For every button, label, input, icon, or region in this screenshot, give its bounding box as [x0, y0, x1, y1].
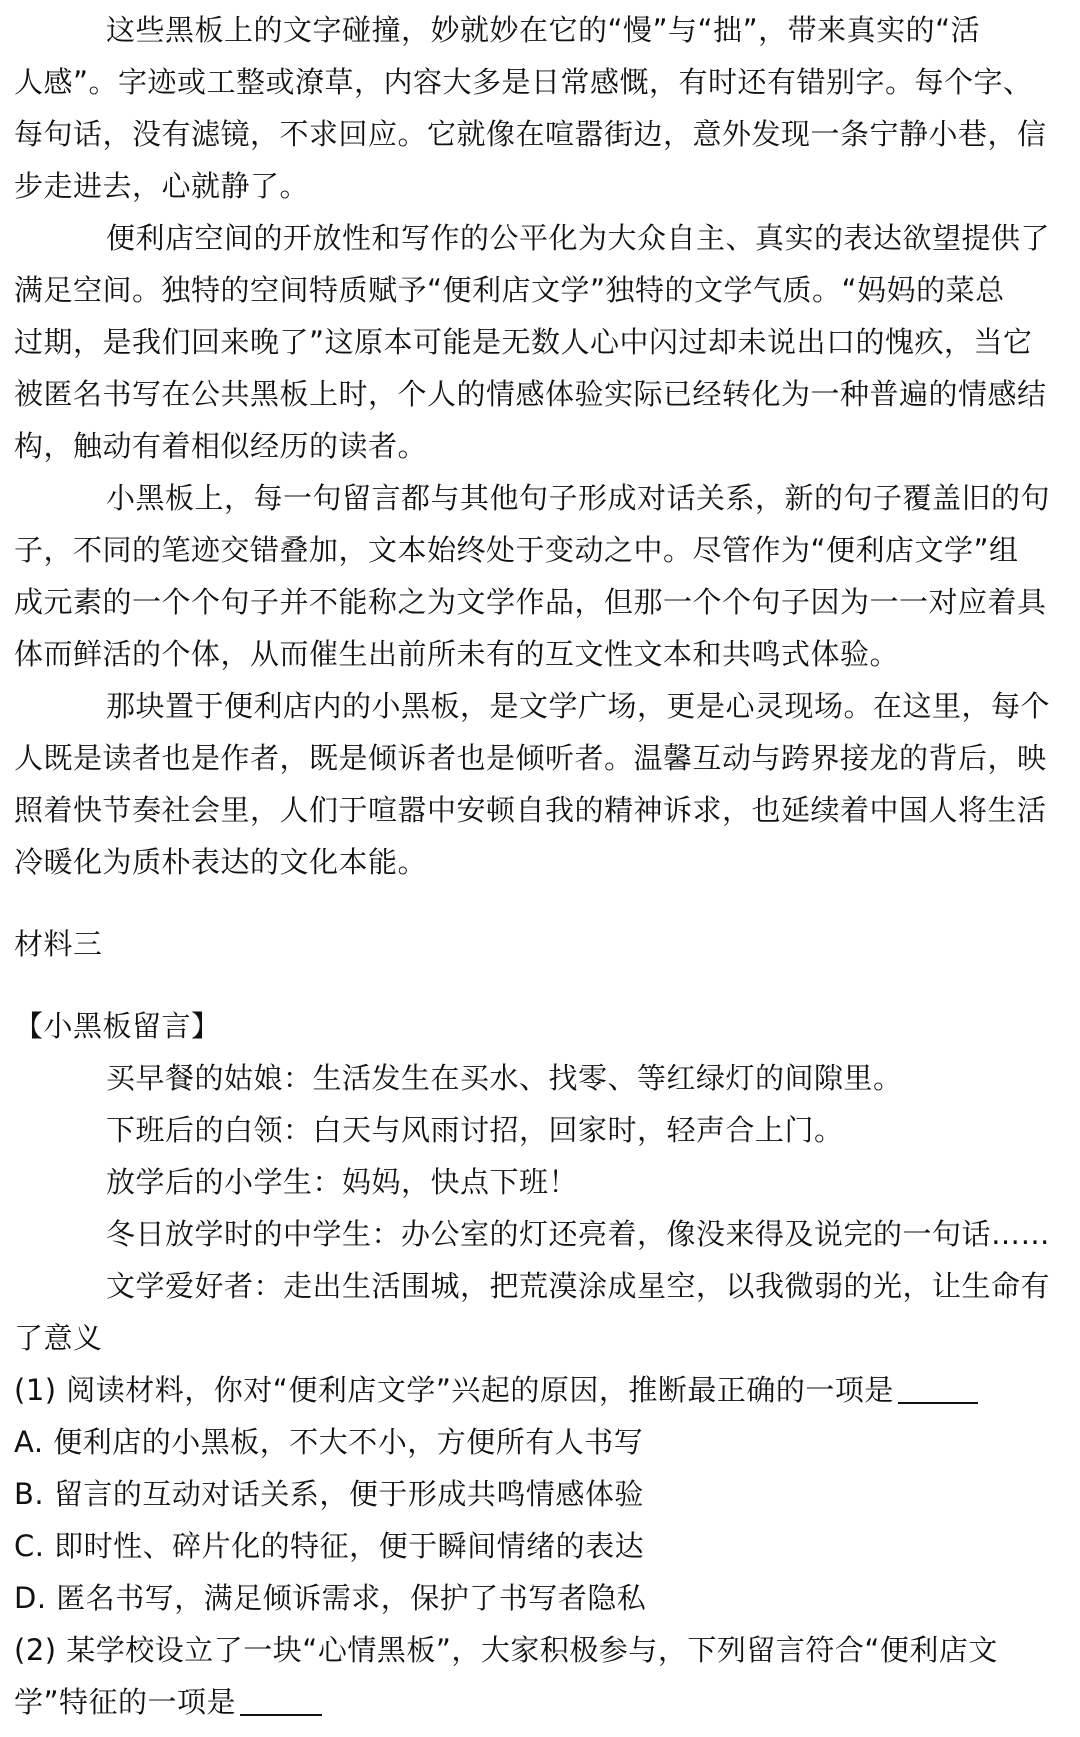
option-c: C. 即时性、碎片化的特征，便于瞬间情绪的表达 — [14, 1529, 645, 1563]
answer-blank — [240, 1684, 322, 1716]
paragraph-4 — [14, 680, 1070, 888]
text-line: 成元素的一个个句子并不能称之为文学作品，但那一个个句子因为一一对应着具 — [14, 585, 1047, 619]
text-line: 小黑板上，每一句留言都与其他句子形成对话关系，新的句子覆盖旧的句 — [106, 481, 1051, 515]
answer-blank — [898, 1372, 978, 1404]
question-stem — [14, 1364, 1070, 1416]
spacer — [14, 888, 1070, 918]
paragraph-2 — [14, 212, 1070, 472]
text-line: 每句话，没有滤镜，不求回应。它就像在喧嚣街边，意外发现一条宁静小巷，信 — [14, 117, 1047, 151]
section-heading: 材料三 — [14, 927, 103, 961]
message-item: 买早餐的姑娘：生活发生在买水、找零、等红绿灯的间隙里。 — [106, 1061, 903, 1095]
text-line: 满足空间。独特的空间特质赋予“便利店文学”独特的文学气质。“妈妈的菜总 — [14, 273, 1005, 307]
message-continuation: 了意义 — [14, 1321, 103, 1355]
paragraph-1 — [14, 4, 1070, 212]
question-stem-continued — [14, 1676, 1070, 1728]
blackboard-title: 【小黑板留言】 — [14, 1009, 221, 1043]
text-line: 便利店空间的开放性和写作的公平化为大众自主、真实的表达欲望提供了 — [106, 221, 1051, 255]
question-stem-text: 学”特征的一项是 — [14, 1685, 237, 1719]
text-line: 构，触动有着相似经历的读者。 — [14, 429, 428, 463]
question-2 — [14, 1624, 1070, 1728]
message-item: 冬日放学时的中学生：办公室的灯还亮着，像没来得及说完的一句话…… — [106, 1217, 1051, 1251]
question-stem: (2) 某学校设立了一块“心情黑板”，大家积极参与，下列留言符合“便利店文 — [14, 1633, 998, 1667]
question-stem-text: (1) 阅读材料，你对“便利店文学”兴起的原因，推断最正确的一项是 — [14, 1373, 894, 1407]
text-line: 冷暖化为质朴表达的文化本能。 — [14, 845, 428, 879]
text-line: 照着快节奏社会里，人们于喧嚣中安顿自我的精神诉求，也延续着中国人将生活 — [14, 793, 1047, 827]
option-a: A. 便利店的小黑板，不大不小，方便所有人书写 — [14, 1425, 644, 1459]
text-line: 体而鲜活的个体，从而催生出前所未有的互文性文本和共鸣式体验。 — [14, 637, 900, 671]
text-line: 那块置于便利店内的小黑板，是文学广场，更是心灵现场。在这里，每个 — [106, 689, 1051, 723]
blackboard-messages — [14, 1000, 1070, 1364]
text-line: 子，不同的笔迹交错叠加，文本始终处于变动之中。尽管作为“便利店文学”组 — [14, 533, 1019, 567]
text-line: 这些黑板上的文字碰撞，妙就妙在它的“慢”与“拙”，带来真实的“活 — [106, 13, 981, 47]
question-1 — [14, 1364, 1070, 1624]
spacer — [14, 970, 1070, 1000]
text-line: 被匿名书写在公共黑板上时，个人的情感体验实际已经转化为一种普遍的情感结 — [14, 377, 1047, 411]
text-line: 人感”。字迹或工整或潦草，内容大多是日常感慨，有时还有错别字。每个字、 — [14, 65, 1033, 99]
paragraph-3 — [14, 472, 1070, 680]
option-d: D. 匿名书写，满足倾诉需求，保护了书写者隐私 — [14, 1581, 647, 1615]
message-item: 文学爱好者：走出生活围城，把荒漠涂成星空，以我微弱的光，让生命有 — [106, 1269, 1051, 1303]
text-line: 人既是读者也是作者，既是倾诉者也是倾听者。温馨互动与跨界接龙的背后，映 — [14, 741, 1047, 775]
option-b: B. 留言的互动对话关系，便于形成共鸣情感体验 — [14, 1477, 644, 1511]
message-item: 下班后的白领：白天与风雨讨招，回家时，轻声合上门。 — [106, 1113, 844, 1147]
message-item: 放学后的小学生：妈妈，快点下班！ — [106, 1165, 579, 1199]
text-line: 过期，是我们回来晚了”这原本可能是无数人心中闪过却未说出口的愧疚，当它 — [14, 325, 1033, 359]
document-page — [14, 4, 1070, 1728]
text-line: 步走进去，心就静了。 — [14, 169, 310, 203]
